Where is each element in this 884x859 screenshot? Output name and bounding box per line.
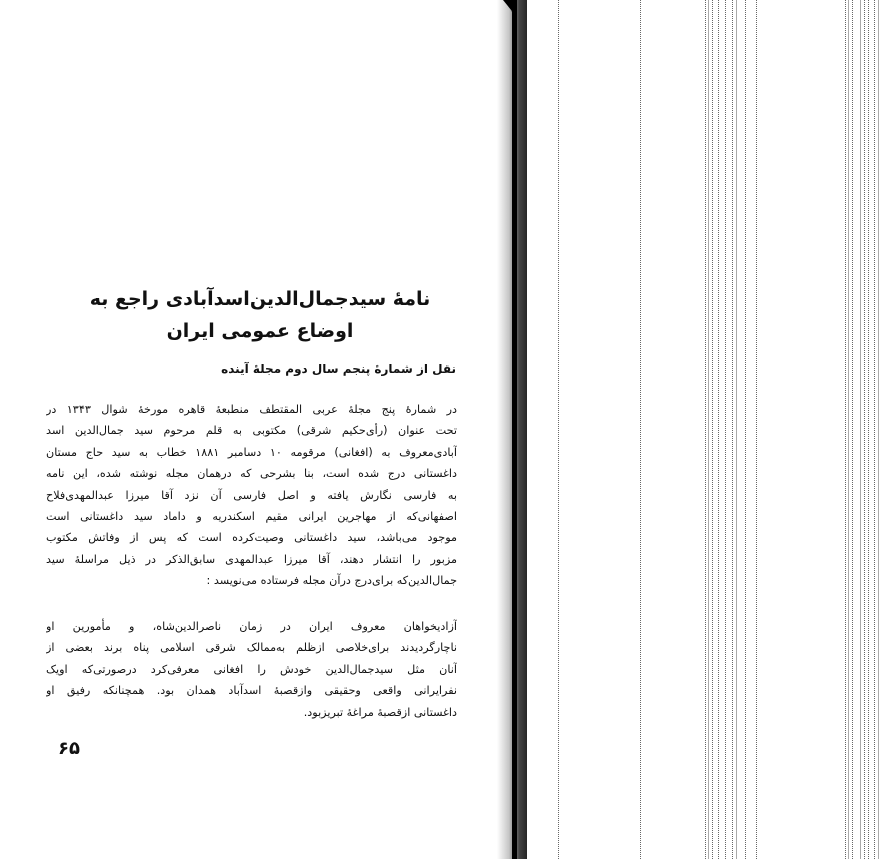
page-edge-line	[845, 0, 847, 859]
text-line: ناچارگردیدند برای‌خلاصی ازظلم به‌ممالک شرقی اسلامی پناه برند بعضی از	[46, 641, 457, 655]
text-line: در شمارهٔ پنج مجلهٔ عربی المقتطف منطبعهٔ قاهره مورخهٔ شوال ۱۳۴۳ در	[46, 403, 457, 416]
page-edge-line	[860, 0, 861, 859]
text-line: آنان مثل سیدجمال‌الدین خودش را افغانی معرفی‌کرد درصورتی‌که او‌یک	[46, 662, 457, 676]
text-line: داغستانی ازقصبهٔ مراغهٔ تبریز‌بود.	[303, 705, 457, 719]
page-edge-line	[745, 0, 747, 859]
page-edge-line	[868, 0, 870, 859]
body-paragraph-2	[46, 616, 457, 723]
page-edge-line	[725, 0, 727, 859]
text-line: اصفهانی‌که از مهاجرین ایرانی مقیم اسکندریه و داماد سید داغستانی است	[46, 510, 457, 524]
text-line: جمال‌الدین‌که برای‌درج در‌آن مجله فرستاده می‌نویسد :	[206, 574, 457, 588]
text-line: نفرایرانی واقعی و‌حقیقی و‌ازقصبهٔ اسدآباد همدان بود. همچنانکه رفیق او	[46, 684, 457, 698]
page-edge-line	[705, 0, 707, 859]
text-line: موجود می‌باشد، سید داغستانی وصیت‌کرده است که پس از وفاتش مکتوب	[46, 531, 457, 545]
page-edge-line	[864, 0, 866, 859]
book-spine-line	[512, 0, 517, 859]
page-edge-line	[708, 0, 709, 859]
page-number: ۶۵	[58, 738, 80, 759]
article-title-line-2: اوضاع عمومی ایران	[166, 320, 354, 342]
text-line: آبادی‌معروف به (افغانی) مرقومه ۱۰ دسامبر ۱۸۸۱ خطاب به سید حاج مستان	[46, 445, 457, 459]
text-line: آزادیخواهان معروف ایران در زمان ناصرالدین‌شاه، و مأمورین او	[46, 620, 457, 633]
article-title-line-1: نامهٔ سیدجمال‌الدین‌اسدآبادی راجع به	[89, 288, 431, 310]
text-line: به فارسی نگارش یافته و اصل فارسی آن نزد آقا میرزا عبدالمهدی‌فلاح	[46, 488, 457, 502]
page-edge-line	[558, 0, 560, 859]
text-line: داغستانی درج شده است، بنا بشرحی که درهمان مجله نوشته شده، این نامه	[46, 467, 457, 481]
page-edge-line	[736, 0, 737, 859]
page-edge-line	[848, 0, 849, 859]
page-edge-line	[718, 0, 720, 859]
page-edge-line	[852, 0, 854, 859]
text-line: تحت عنوان (رأی‌حکیم شرقی) مکتوبی به قلم مرحوم سید جمال‌الدین اسد	[46, 424, 457, 438]
body-paragraph-1	[46, 399, 457, 592]
page-edge-line	[878, 0, 879, 859]
page-edge-line	[712, 0, 714, 859]
page-edge-line	[732, 0, 734, 859]
page-edge-line	[756, 0, 758, 859]
text-line: مزبور را انتشار دهند، آقا میرزا عبدالمهدی سابق‌الذکر در ذیل مراسلهٔ سید	[46, 552, 457, 566]
page-edge-line	[874, 0, 876, 859]
page-edge-line	[640, 0, 642, 859]
article-source-note: نقل از شمارهٔ پنجم سال دوم مجلهٔ آینده	[221, 362, 456, 376]
